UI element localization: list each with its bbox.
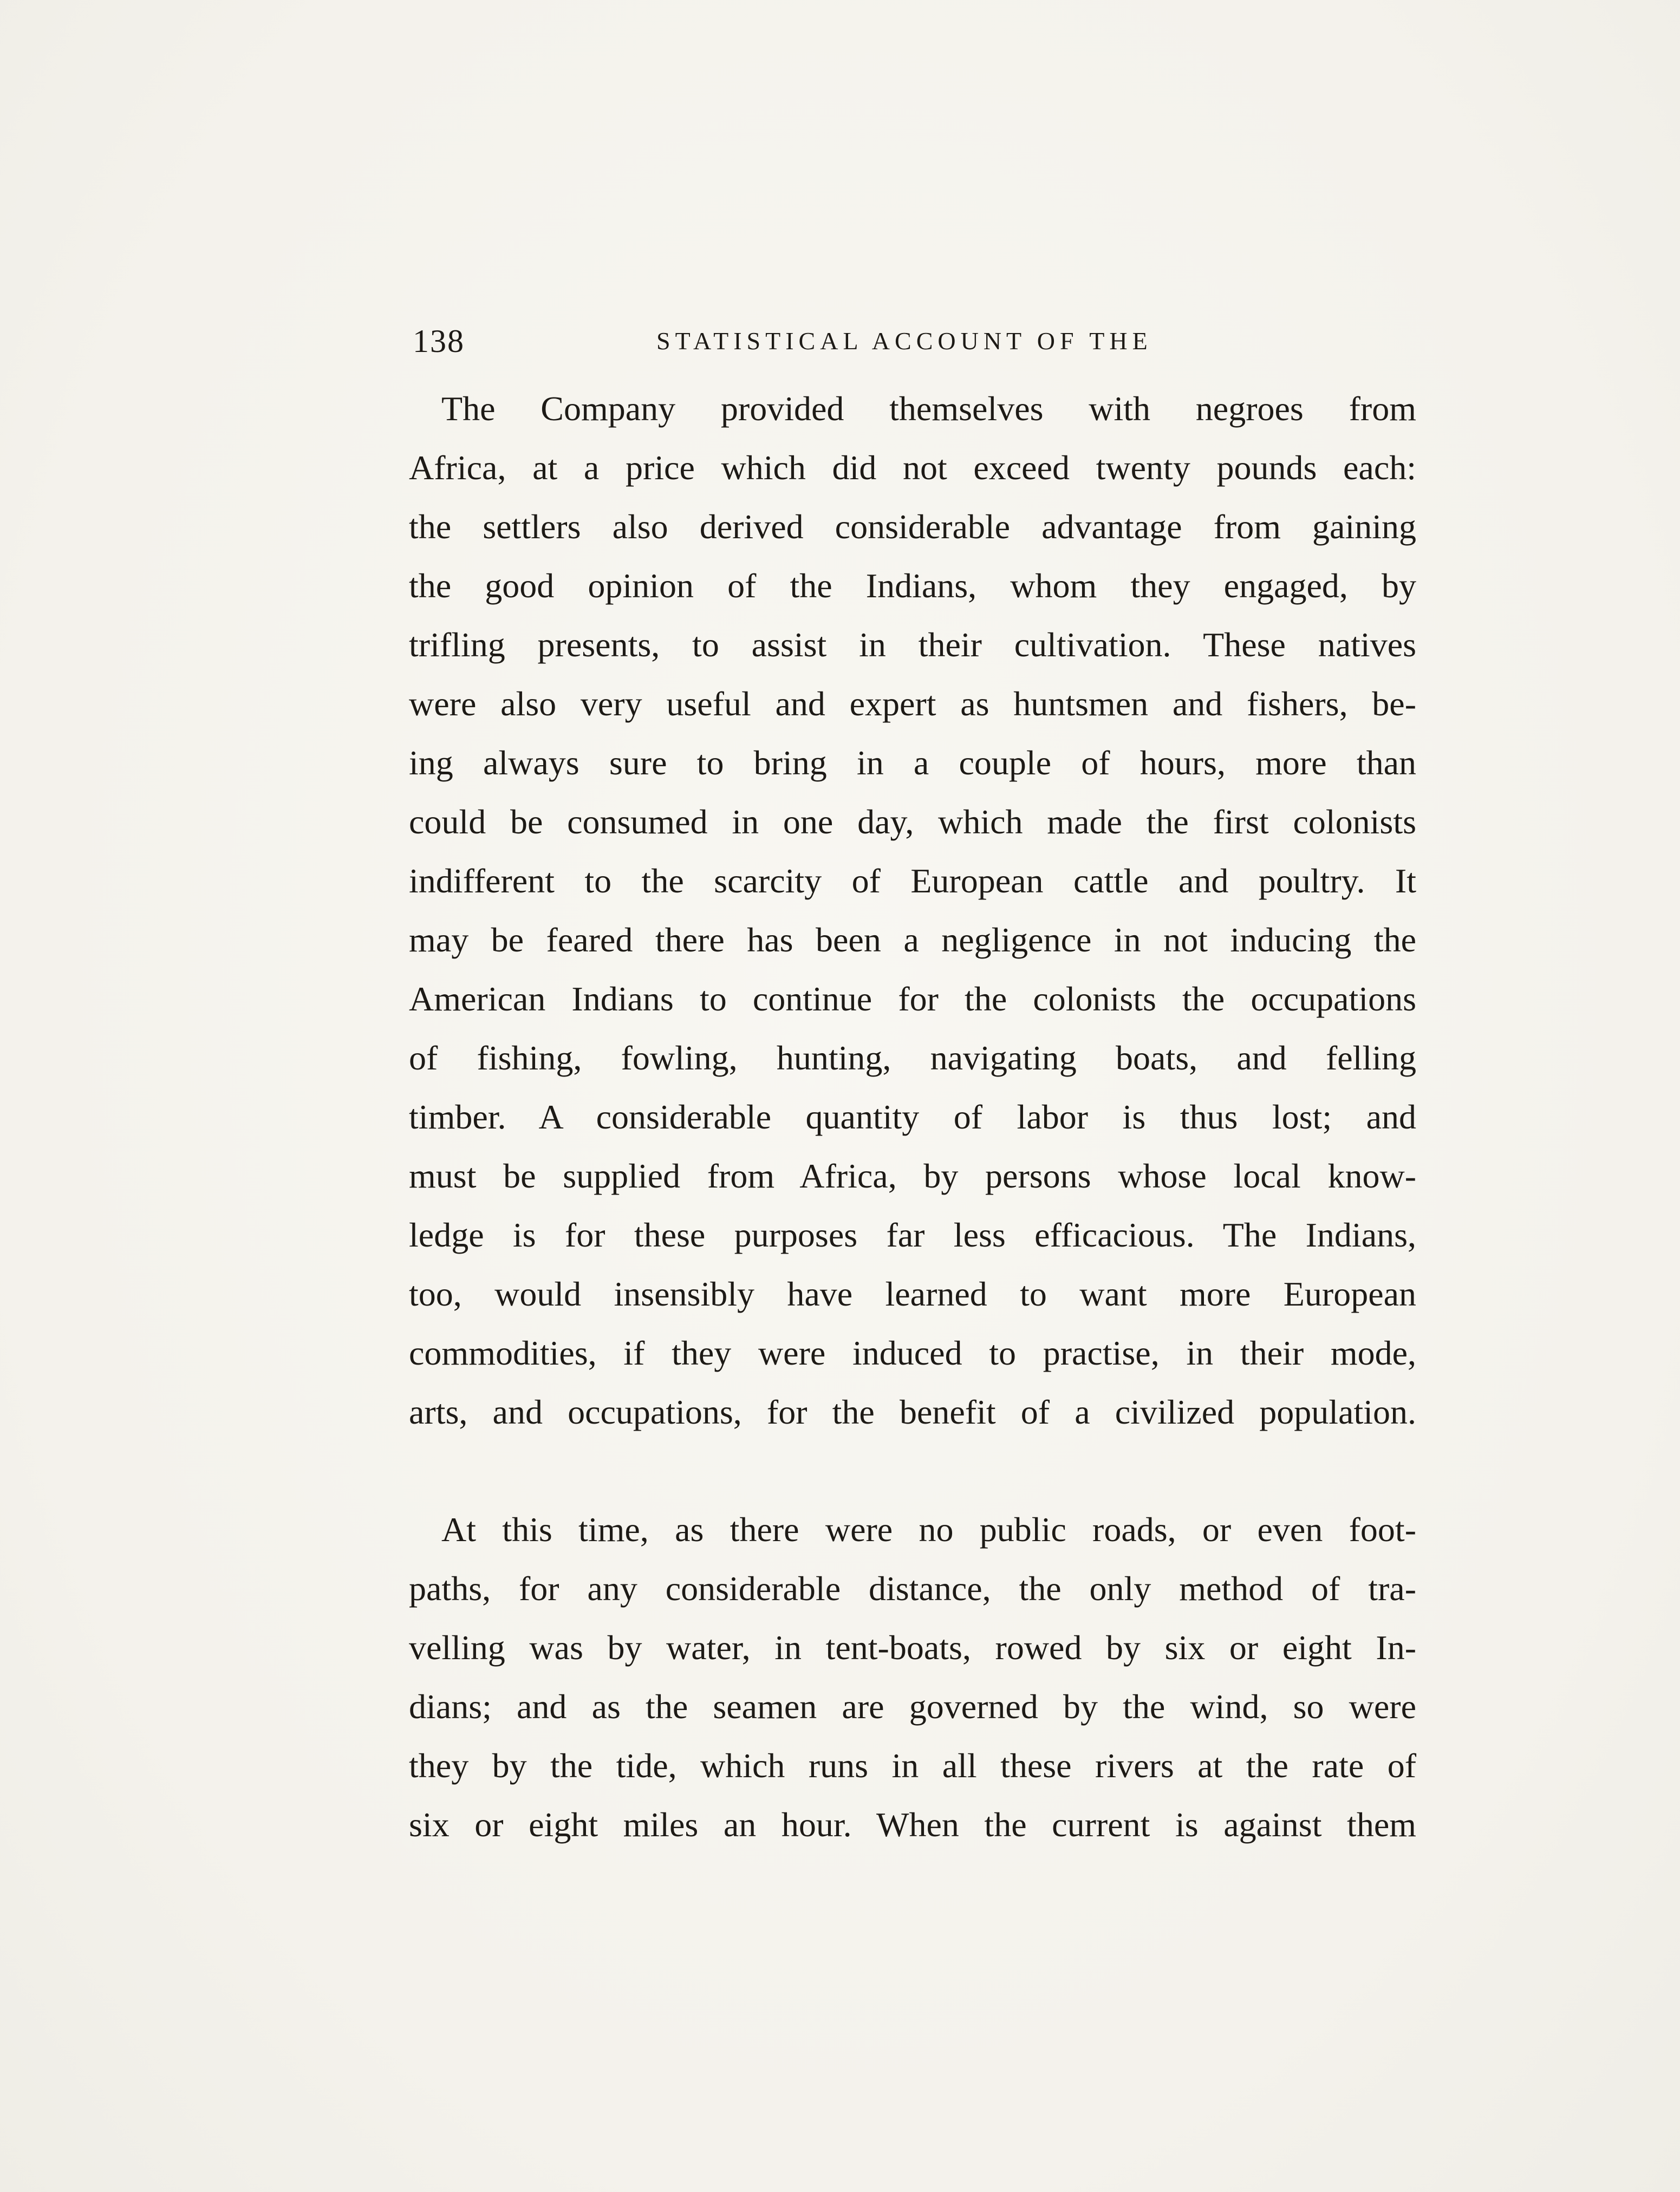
page-number: 138 (413, 323, 465, 359)
text-line: velling was by water, in tent-boats, rowed by six or eight In- (409, 1628, 1416, 1667)
text-line: arts, and occupations, for the benefit of a civilized population. (409, 1393, 1416, 1431)
text-line: of fishing, fowling, hunting, navigating boats, and felling (409, 1039, 1416, 1077)
text-line: indifferent to the scarcity of European cattle and poultry. It (409, 862, 1416, 900)
page-header (413, 317, 1425, 366)
text-line: ing always sure to bring in a couple of hours, more than (409, 743, 1416, 782)
text-line: timber. A considerable quantity of labor is thus lost; and (409, 1098, 1416, 1136)
text-line: may be feared there has been a negligence in not inducing the (409, 921, 1416, 959)
paragraph-1 (409, 379, 1416, 1441)
text-line: American Indians to continue for the colonists the occupations (409, 980, 1416, 1018)
text-line: were also very useful and expert as huntsmen and fishers, be- (409, 684, 1416, 723)
text-line: too, would insensibly have learned to want more European (409, 1275, 1416, 1313)
text-line: must be supplied from Africa, by persons whose local know- (409, 1157, 1416, 1195)
paragraph-2 (409, 1500, 1416, 1854)
text-line: the good opinion of the Indians, whom they engaged, by (409, 566, 1416, 605)
text-line: they by the tide, which runs in all these rivers at the rate of (409, 1746, 1416, 1785)
text-line: The Company provided themselves with negroes from (441, 389, 1416, 428)
text-line: six or eight miles an hour. When the current is against them (409, 1805, 1416, 1844)
text-line: Africa, at a price which did not exceed twenty pounds each: (409, 448, 1416, 487)
body-text (409, 379, 1416, 1854)
text-line: could be consumed in one day, which made the first colonists (409, 803, 1416, 841)
text-line: trifling presents, to assist in their cultivation. These natives (409, 625, 1416, 664)
text-line: ledge is for these purposes far less efficacious. The Indians, (409, 1216, 1416, 1254)
text-line: dians; and as the seamen are governed by the wind, so were (409, 1687, 1416, 1726)
text-line: At this time, as there were no public roads, or even foot- (441, 1510, 1416, 1549)
text-line: paths, for any considerable distance, the only method of tra- (409, 1569, 1416, 1608)
text-line: commodities, if they were induced to practise, in their mode, (409, 1334, 1416, 1372)
text-line: the settlers also derived considerable advantage from gaining (409, 507, 1416, 546)
running-head: STATISTICAL ACCOUNT OF THE (656, 327, 1152, 355)
paragraph-spacer (409, 1441, 1416, 1500)
